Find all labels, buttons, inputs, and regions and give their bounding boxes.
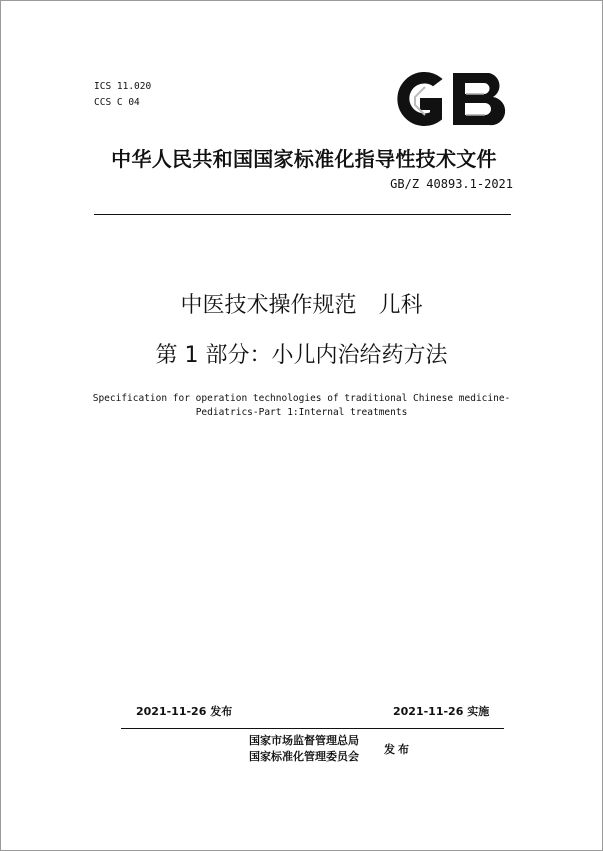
gb-logo (389, 69, 509, 129)
ics-code: ICS 11.020 (94, 81, 152, 92)
english-title-line-2: Pediatrics-Part 1:Internal treatments (195, 407, 408, 418)
title-line-2: 第 1 部分：小儿内治给药方法 (155, 343, 448, 368)
document-number: GB/Z 40893.1-2021 (390, 177, 513, 191)
issue-date: 2021-11-26 发布 (136, 705, 233, 718)
document-category: 中华人民共和国国家标准化指导性技术文件 (111, 147, 497, 171)
title-line-1: 中医技术操作规范 儿科 (180, 293, 423, 318)
footer-divider (121, 728, 504, 729)
header-divider (94, 214, 511, 215)
implement-date: 2021-11-26 实施 (393, 705, 490, 718)
publisher-2: 国家标准化管理委员会 (249, 750, 359, 763)
ccs-code: CCS C 04 (94, 97, 140, 108)
english-title-line-1: Specification for operation technologies of traditional Chinese medicine- (92, 393, 511, 404)
publisher-1: 国家市场监督管理总局 (249, 734, 359, 747)
publish-label: 发布 (384, 743, 412, 756)
